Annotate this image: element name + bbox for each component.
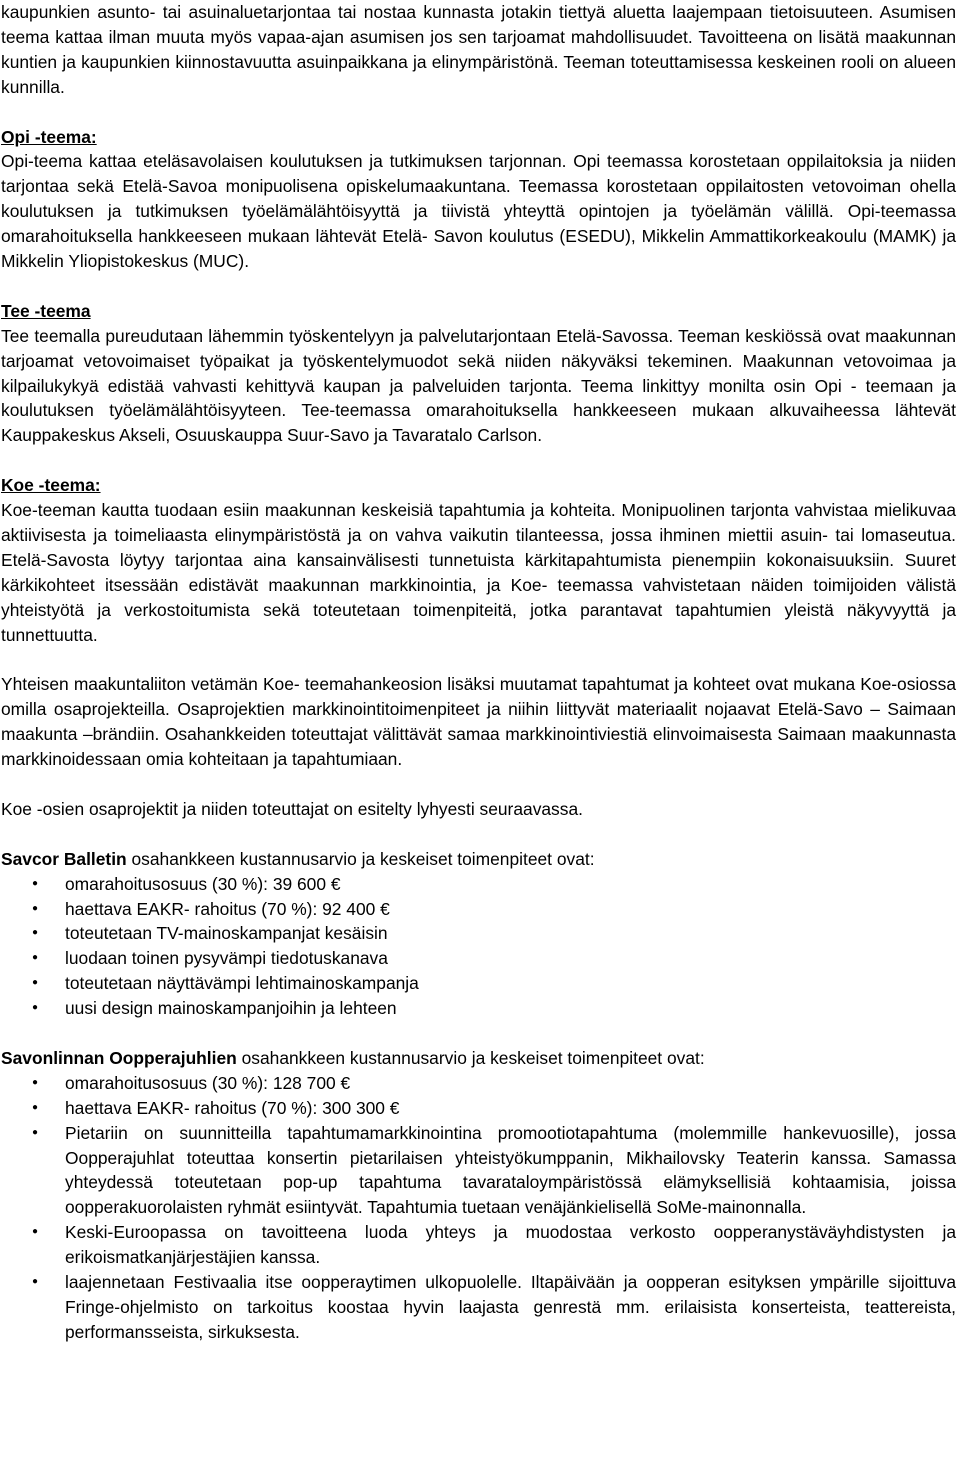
koe-text-3: Koe -osien osaprojektit ja niiden toteuttajat on esitelty lyhyesti seuraavassa. bbox=[1, 798, 583, 819]
savcor-name: Savcor Balletin bbox=[1, 848, 127, 869]
tee-heading: Tee -teema bbox=[1, 300, 91, 321]
savcor-list bbox=[1, 872, 956, 1021]
opi-text: Opi-teema kattaa eteläsavolaisen koulutuksen ja tutkimuksen tarjonnan. Opi teemassa korostetaan oppilaitoksia ja niiden tarjontaa sekä Etelä-Savoa monipuolisena opiskelumaakuntana. Teemassa korostetaan oppilaitosten vetovoiman ohella koulutuksen ja tutkimuksen työelämälähtöisyyttä ja tiivistä yhteyttä opintojen ja työelämän välillä. Opi-teemassa omarahoituksella hankkeeseen mukaan lähtevät Etelä- Savon koulutus (ESEDU), Mikkelin Ammattikorkeakoulu (MAMK) ja Mikkelin Yliopistokeskus (MUC). bbox=[1, 151, 956, 272]
list-item: ● Keski-Euroopassa on tavoitteena luoda yhteys ja muodostaa verkosto oopperanystäväyhdistysten ja erikoismatkanjärjestäjien kanssa. bbox=[65, 1220, 956, 1270]
intro-paragraph: kaupunkien asunto- tai asuinaluetarjontaa tai nostaa kunnasta jotakin tiettyä aluetta laajempaan tietoisuuteen. Asumisen teema kattaa ilman muuta myös vapaa-ajan asumisen jos sen tarjoamat mahdollisuudet. Tavoitteena on lisätä maakunnan kuntien ja kaupunkien kiinnostavuutta asuinpaikkana ja elinympäristönä. Teeman toteuttamisessa keskeinen rooli on alueen kunnilla. bbox=[1, 2, 956, 97]
list-item: ● toteutetaan TV-mainoskampanjat kesäisin bbox=[65, 921, 956, 946]
list-item: ● haettava EAKR- rahoitus (70 %): 300 300 € bbox=[65, 1096, 956, 1121]
oopera-section bbox=[1, 1046, 956, 1345]
tee-section bbox=[1, 299, 956, 448]
opi-heading: Opi -teema: bbox=[1, 126, 97, 147]
list-item: ● uusi design mainoskampanjoihin ja lehteen bbox=[65, 996, 956, 1021]
savcor-intro-rest: osahankkeen kustannusarvio ja keskeiset toimenpiteet ovat: bbox=[126, 848, 595, 869]
oopera-list bbox=[1, 1071, 956, 1345]
oopera-intro bbox=[1, 1046, 956, 1071]
savcor-intro bbox=[1, 847, 956, 872]
list-item: ● Pietariin on suunnitteilla tapahtumamarkkinointina promootiotapahtuma (molemmille hankevuosille), jossa Oopperajuhlat toteuttaa konsertin pietarilaisen yhteistyökumppanin, Mikhailovsky Teaterin kanssa. Samassa yhteydessä toteutetaan pop-up tapahtuma tavarataloympäristössä elämyksellisiä kohtaamisia, joissa oopperakuorolaisten ryhmät esiintyvät. Tapahtumia tuetaan venäjänkielisellä SoMe-mainonnalla. bbox=[65, 1121, 956, 1221]
tee-text: Tee teemalla pureudutaan lähemmin työskentelyyn ja palvelutarjontaan Etelä-Savossa. Teeman keskiössä ovat maakunnan tarjoamat vetovoimaiset työpaikat ja työskentelymuodot sekä niiden näkyväksi tekeminen. Maakunnan vetovoimaa ja kilpailukykyä edistää vahvasti kehittyvä kaupan ja palveluiden tarjonta. Teema linkittyy monilta osin Opi - teemaan ja koulutuksen työelämälähtöisyyteen. Tee-teemassa omarahoituksella hankkeeseen mukaan alkuvaiheessa lähtevät Kauppakeskus Akseli, Osuuskauppa Suur-Savo ja Tavaratalo Carlson. bbox=[1, 325, 956, 446]
oopera-intro-rest: osahankkeen kustannusarvio ja keskeiset toimenpiteet ovat: bbox=[236, 1047, 705, 1068]
koe-text: Koe-teeman kautta tuodaan esiin maakunnan keskeisiä tapahtumia ja kohteita. Monipuolinen tarjonta vahvistaa mielikuvaa aktiivisesta ja toimeliaasta elinympäristöstä ja on vahva vaikutin tilanteessa, jossa ihminen miettii asuin- tai lomaseutua. Etelä-Savosta löytyy tarjontaa aina kansainvälisesti tunnetuista kärkitapahtumista pienempiin kokonaisuuksiin. Suuret kärkikohteet itsessään edistävät maakunnan markkinointia, ja Koe- teemassa vahvistetaan näiden toimijoiden välistä yhteistyötä ja verkostoitumista sekä toteutetaan toimenpiteitä, jotka parantavat tapahtumien yleistä näkyvyyttä ja tunnettuutta. bbox=[1, 500, 956, 645]
koe-text-2: Yhteisen maakuntaliiton vetämän Koe- teemahankeosion lisäksi muutamat tapahtumat ja kohteet ovat mukana Koe-osiossa omilla osaprojekteilla. Osaprojektien markkinointitoimenpiteet ja niihin liittyvät materiaalit nojaavat Etelä-Savo – Saimaan maakunta –brändiin. Osahankkeiden toteuttajat välittävät samaa markkinointiviestiä elinvoimaisesta Saimaan maakunnasta markkinoidessaan omia kohteitaan ja tapahtumiaan. bbox=[1, 674, 956, 770]
oopera-name: Savonlinnan Oopperajuhlien bbox=[1, 1047, 237, 1068]
list-item: ● omarahoitusosuus (30 %): 128 700 € bbox=[65, 1071, 956, 1096]
list-item: ● haettava EAKR- rahoitus (70 %): 92 400 € bbox=[65, 897, 956, 922]
koe-heading: Koe -teema: bbox=[1, 475, 101, 496]
list-item: ● laajennetaan Festivaalia itse oopperaytimen ulkopuolelle. Iltapäivään ja oopperan esityksen ympärille sijoittuva Fringe-ohjelmisto on tarkoitus koostaa hyvin laajasta genrestä mm. erilaisista konserteista, teattereista, performansseista, sirkuksesta. bbox=[65, 1270, 956, 1345]
list-item: ● toteutetaan näyttävämpi lehtimainoskampanja bbox=[65, 971, 956, 996]
savcor-section bbox=[1, 847, 956, 1021]
opi-section bbox=[1, 125, 956, 274]
list-item: ● omarahoitusosuus (30 %): 39 600 € bbox=[65, 872, 956, 897]
koe-section bbox=[1, 473, 956, 822]
list-item: ● luodaan toinen pysyvämpi tiedotuskanava bbox=[65, 946, 956, 971]
